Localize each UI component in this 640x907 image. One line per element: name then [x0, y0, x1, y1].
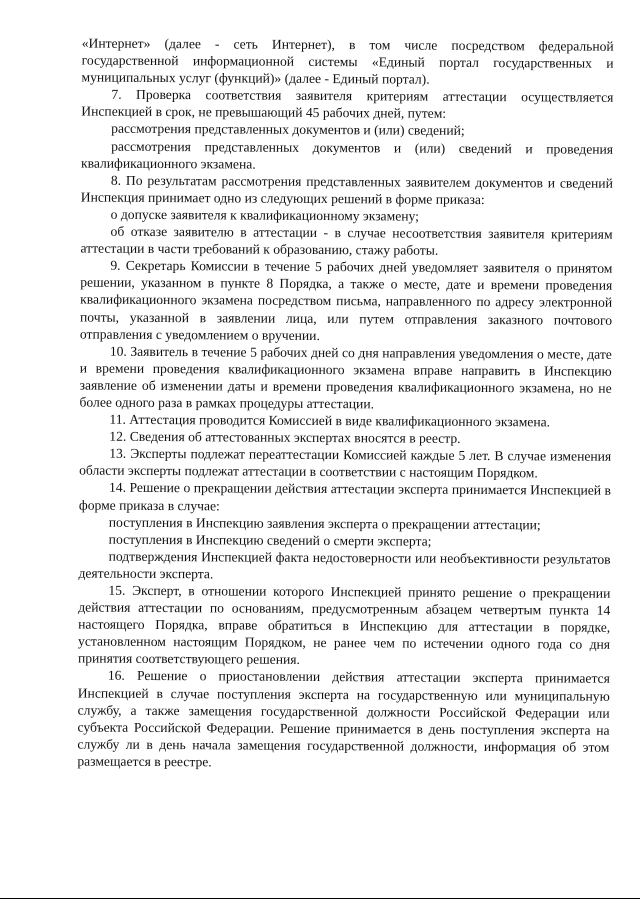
paragraph-12: 12. Сведения об аттестованных экспертах вносятся в реестр.: [79, 428, 611, 448]
paragraph-14: 14. Решение о прекращении действия аттестации эксперта принимается Инспекцией в форме приказа в случае:: [79, 479, 611, 516]
paragraph-14-item-b: поступления в Инспекцию сведений о смерти эксперта;: [79, 530, 611, 550]
paragraph-16: 16. Решение о приостановлении действия аттестации эксперта принимается Инспекцией в случае поступления эксперта на государственную или муниципальную службу, а также замещения государственной должности Российской Федерации или субъекта Российской Федерации. Решение принимается в день поступления эксперта на службу ли в день начала замещения государственной должности, информация об этом размещается в реестре.: [77, 667, 610, 773]
paragraph-7: 7. Проверка соответствия заявителя критериям аттестации осуществляется Инспекцией в срок, не превышающий 45 рабочих дней, путем:: [81, 86, 613, 123]
paragraph-7-item-b: рассмотрения представленных документов и (или) сведений и проведения квалификационного экзамена.: [81, 137, 613, 174]
paragraph-13: 13. Эксперты подлежат переаттестации Комиссией каждые 5 лет. В случае изменения области эксперты подлежат аттестации в соответствии с настоящим Порядком.: [79, 445, 611, 482]
paragraph-15: 15. Эксперт, в отношении которого Инспекцией принято решение о прекращении действия аттестации по основаниям, предусмотренным абзацем четвертым пункта 14 настоящего Порядка, вправе обратиться в Инспекцию для аттестации в порядке, установленном настоящим Порядком, не ранее чем по истечении одного года со дня принятия соответствующего решения.: [78, 582, 611, 671]
paragraph-10: 10. Заявитель в течение 5 рабочих дней со дня направления уведомления о месте, дате и времени проведения квалификационного экзамена вправе направить в Инспекцию заявление об изменении даты и времени проведения квалификационного экзамена, но не более одного раза в рамках процедуры аттестации.: [79, 342, 611, 414]
paragraph-8: 8. По результатам рассмотрения представленных заявителем документов и сведений Инспекция принимает одно из следующих решений в форме приказа:: [81, 171, 613, 208]
paragraph-14-item-c: подтверждения Инспекцией факта недостоверности или необъективности результатов деятельности эксперта.: [78, 547, 610, 584]
paragraph-7-item-a: рассмотрения представленных документов и (или) сведений;: [81, 120, 613, 140]
paragraph-intro: «Интернет» (далее - сеть Интернет), в том числе посредством федеральной государственной информационной системы «Единый портал государственных и муниципальных услуг (функций)» (далее - Единый портал).: [81, 35, 613, 90]
paragraph-14-item-a: поступления в Инспекцию заявления эксперта о прекращении аттестации;: [79, 513, 611, 533]
page-bottom-rule: [0, 898, 640, 899]
paragraph-8-item-b: об отказе заявителю в аттестации - в случае несоответствия заявителя критериям аттестации в части требований к образованию, стажу работы.: [80, 223, 612, 260]
paragraph-11: 11. Аттестация проводится Комиссией в виде квалификационного экзамена.: [79, 411, 611, 431]
paragraph-8-item-a: о допуске заявителя к квалификационному экзамену;: [81, 205, 613, 225]
paragraph-9: 9. Секретарь Комиссии в течение 5 рабочих дней уведомляет заявителя о принятом решении, указанном в пункте 8 Порядка, а также о месте, дате и времени проведения квалификационного экзамена посредством письма, направленного по адресу электронной почты, указанной в заявлении лица, или путем отправления заказного почтового отправления с уведомлением о вручении.: [80, 257, 613, 346]
